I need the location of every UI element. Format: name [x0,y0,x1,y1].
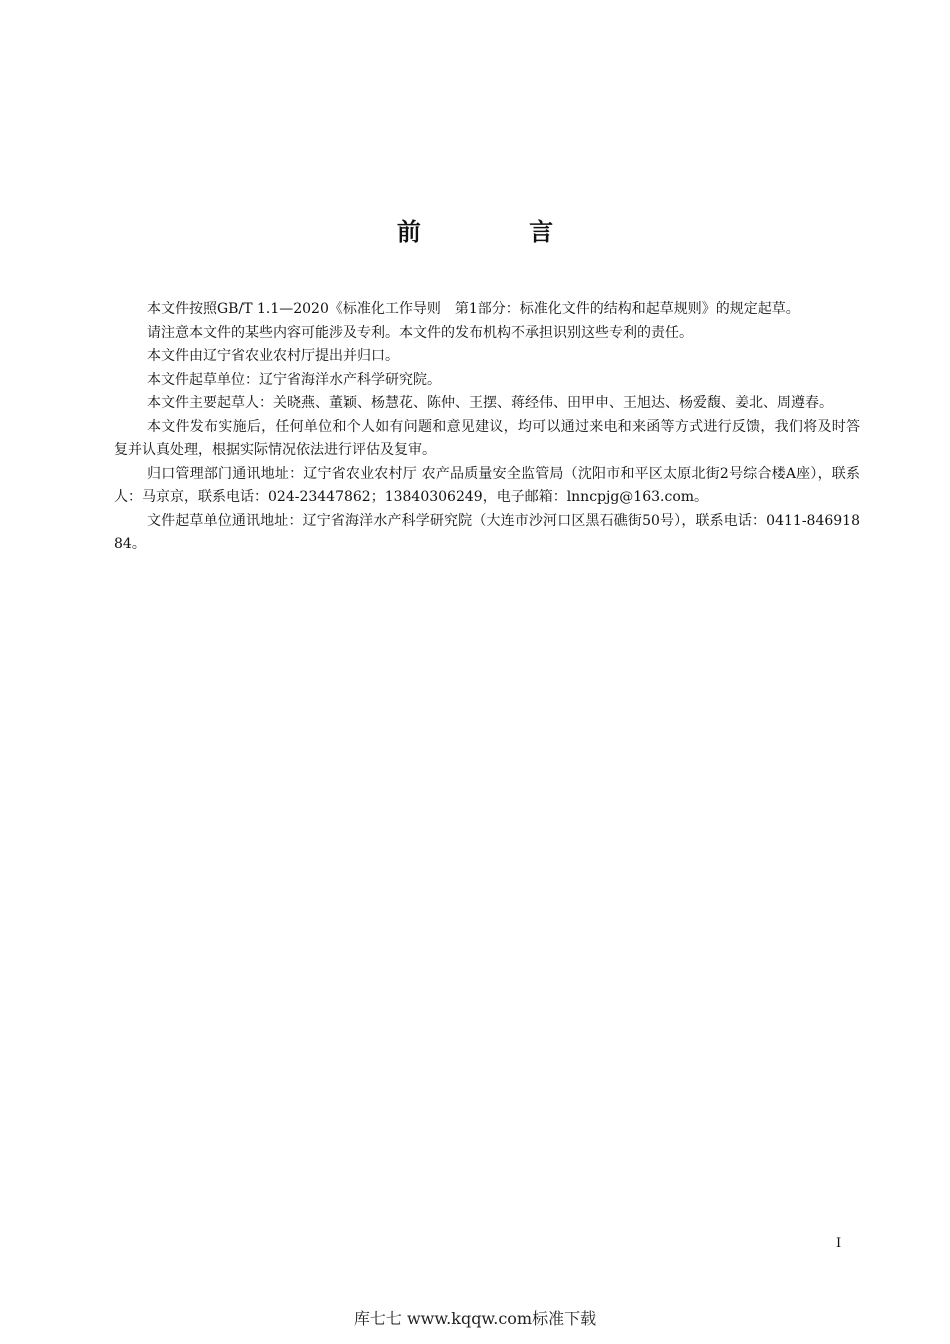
paragraph-feedback: 本文件发布实施后，任何单位和个人如有问题和意见建议，均可以通过来电和来函等方式进行反馈，我们将及时答复并认真处理，根据实际情况依法进行评估及复审。 [114,418,860,458]
paragraph-drafter-contact: 文件起草单位通讯地址：辽宁省海洋水产科学研究院（大连市沙河口区黑石礁街50号），联系电话：0411-84691884。 [114,512,860,552]
page-number: I [836,1236,842,1251]
paragraph-admin-contact: 归口管理部门通讯地址：辽宁省农业农村厅 农产品质量安全监管局（沈阳市和平区太原北街2号综合楼A座），联系人：马京京，联系电话：024-23447862；13840306249，电子邮箱：lnncpjg@163.com。 [114,465,860,505]
paragraph-drafters: 本文件主要起草人：关晓燕、董颖、杨慧花、陈仲、王摆、蒋经伟、田甲申、王旭达、杨爱馥、姜北、周遵春。 [147,395,833,411]
page-title: 前 言 [396,218,604,246]
footer-watermark: 库七七 www.kqqw.com标准下载 [353,1309,597,1328]
paragraph-drafting-unit: 本文件起草单位：辽宁省海洋水产科学研究院。 [147,371,441,388]
foreword-body [114,298,860,557]
paragraph-patent-notice: 请注意本文件的某些内容可能涉及专利。本文件的发布机构不承担识别这些专利的责任。 [147,324,693,341]
paragraph-proposer: 本文件由辽宁省农业农村厅提出并归口。 [147,348,399,364]
paragraph-drafting-rules: 本文件按照GB/T 1.1—2020《标准化工作导则 第1部分：标准化文件的结构和起草规则》的规定起草。 [147,301,800,317]
